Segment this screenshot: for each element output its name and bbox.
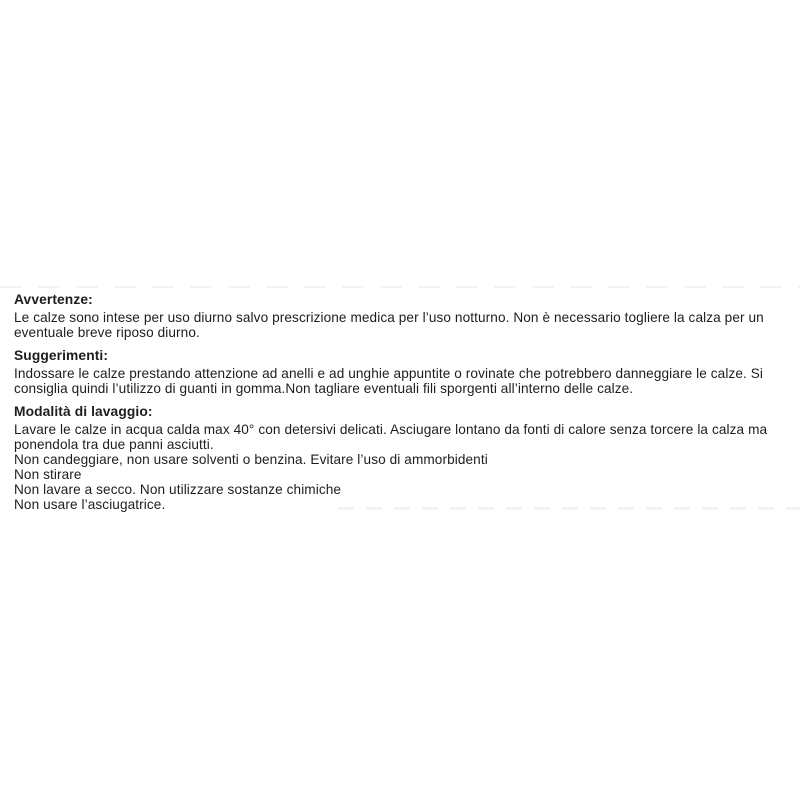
section-suggerimenti (14, 348, 788, 396)
section-heading-avvertenze: Avvertenze: (14, 292, 93, 307)
lavaggio-paragraph-lavare: Lavare le calze in acqua calda max 40° con detersivi delicati. Asciugare lontano da fonti di calore senza torcere la calza ma ponendola tra due panni asciutti. (14, 422, 768, 452)
lavaggio-paragraph-non-lavare-a-secco: Non lavare a secco. Non utilizzare sostanze chimiche (14, 482, 342, 497)
suggerimenti-paragraph: Indossare le calze prestando attenzione ad anelli e ad unghie appuntite o rovinate che potrebbero danneggiare le calze. Si consiglia quindi l’utilizzo di guanti in gomma.Non tagliare eventuali fili sporgenti all’interno delle calze. (14, 366, 764, 396)
section-heading-suggerimenti: Suggerimenti: (14, 348, 109, 363)
section-modalita-di-lavaggio (14, 404, 788, 512)
avvertenze-paragraph: Le calze sono intese per uso diurno salvo prescrizione medica per l’uso notturno. Non è necessario togliere la calza per un eventuale breve riposo diurno. (14, 310, 764, 340)
care-instructions-text-block (14, 292, 788, 512)
section-avvertenze (14, 292, 788, 340)
lavaggio-paragraph-non-usare-asciugatrice: Non usare l’asciugatrice. (14, 497, 166, 512)
lavaggio-paragraph-non-stirare: Non stirare (14, 467, 82, 482)
faint-dashed-line-top (0, 286, 800, 288)
lavaggio-paragraph-non-candeggiare: Non candeggiare, non usare solventi o benzina. Evitare l’uso di ammorbidenti (14, 452, 488, 467)
section-heading-modalita-di-lavaggio: Modalità di lavaggio: (14, 404, 153, 419)
